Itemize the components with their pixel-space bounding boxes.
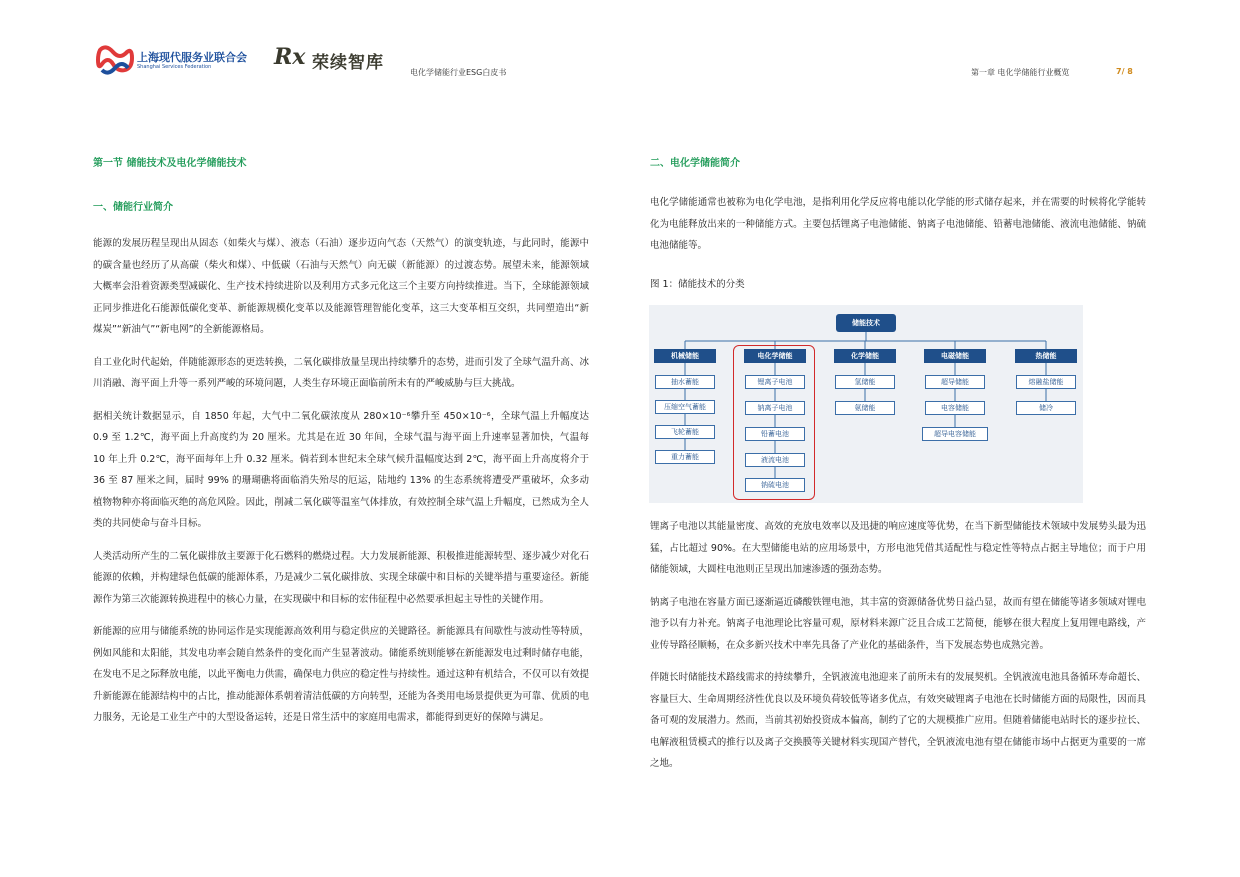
paragraph: 锂离子电池以其能量密度、高效的充放电效率以及迅捷的响应速度等优势，在当下新型储能技术领域中发展势头最为迅猛，占比超过 90%。在大型储能电站的应用场景中，方形电池凭借其适配性与稳定性等特点占据主导地位；而于户用储能领域，大圆柱电池则正呈现出加速渗透的强劲态势。 — [650, 521, 1146, 575]
subsection-title-electrochemical: 二、电化学储能简介 — [650, 158, 740, 169]
brand-name: 荣续智库 — [312, 53, 384, 73]
page-number: 7/ 8 — [1116, 67, 1133, 76]
node-lithium-ion: 锂离子电池 — [745, 375, 805, 389]
paragraph-intro: 电化学储能通常也被称为电化学电池，是指利用化学反应将电能以化学能的形式储存起来，并在需要的时候将化学能转化为电能释放出来的一种储能方式。主要包括锂离子电池储能、钠离子电池储能、铅蓄电池储能、液流电池储能、钠硫电池储能等。 — [650, 197, 1146, 251]
shanghai-services-federation-logo — [96, 44, 266, 78]
paragraph: 伴随长时储能技术路线需求的持续攀升，全钒液流电池迎来了前所未有的发展契机。全钒液流电池具备循环寿命超长、容量巨大、生命周期经济性优良以及环境负荷较低等诸多优点，有效突破锂离子电池在长时储能方面的局限性，因而具备可观的发展潜力。然而，当前其初始投资成本偏高，制约了它的大规模推广应用。但随着储能电站时长的逐步拉长、电解液租赁模式的推行以及离子交换膜等关键材料实现国产替代，全钒液流电池有望在储能市场中占据更为重要的一席之地。 — [650, 672, 1146, 769]
node-compressed-air: 压缩空气蓄能 — [655, 400, 715, 414]
node-lead-acid: 铅蓄电池 — [745, 427, 805, 441]
section-title: 第一节 储能技术及电化学储能技术 — [93, 158, 247, 169]
node-supercapacitor: 超导电容储能 — [922, 427, 988, 441]
node-cold-storage: 储冷 — [1016, 401, 1076, 415]
node-ammonia: 氨储能 — [835, 401, 895, 415]
page-header — [0, 0, 1240, 100]
category-electromagnetic: 电磁储能 — [924, 349, 986, 363]
category-electrochemical: 电化学储能 — [744, 349, 806, 363]
category-chemical: 化学储能 — [834, 349, 896, 363]
node-flywheel: 飞轮蓄能 — [655, 425, 715, 439]
figure-caption: 图 1：储能技术的分类 — [650, 278, 745, 290]
paragraph: 据相关统计数据显示，自 1850 年起，大气中二氧化碳浓度从 280×10⁻⁶攀升至 450×10⁻⁶，全球气温上升幅度达 0.9 至 1.2℃，海平面上升高度约为 20 厘米。尤其是在近 30 年间，全球气温与海平面上升速率显著加快，气温每 10 年上升 0.2℃，海平面每年上升 0.32 厘米。倘若到本世纪末全球气候升温幅度达到 2℃，海平面上升高度将介于 36 至 87 厘米之间，届时 99% 的珊瑚礁将面临消失殆尽的厄运，陆地约 13% 的生态系统将遭受严重破坏，众多动植物物种亦将面临灭绝的高危风险。因此，削减二氧化碳等温室气体排放，有效控制全球气温上升幅度，已然成为全人类的共同使命与奋斗目标。 — [93, 410, 589, 529]
node-pumped-hydro: 抽水蓄能 — [655, 375, 715, 389]
node-hydrogen: 氢储能 — [835, 375, 895, 389]
ssf-emblem-icon — [96, 44, 134, 76]
node-sodium-ion: 钠离子电池 — [745, 401, 805, 415]
category-mechanical: 机械储能 — [654, 349, 716, 363]
paragraph: 能源的发展历程呈现出从固态（如柴火与煤）、液态（石油）逐步迈向气态（天然气）的演变轨迹，与此同时，能源中的碳含量也经历了从高碳（柴火和煤）、中低碳（石油与天然气）向无碳（新能源）的过渡态势。展望未来，能源领域大概率会沿着资源类型减碳化、生产技术持续进阶以及利用方式多元化这三个主要方向持续推进。当下，全球能源领域正同步推进化石能源低碳化变革、新能源规模化变革以及能源管理智能化变革，这三大变革相互交织，共同塑造出“新煤炭”“新油气”“新电网”的全新能源格局。 — [93, 238, 589, 335]
org-name-en: Shanghai Services Federation — [137, 64, 212, 70]
rx-logo-mark: Rx — [274, 44, 306, 70]
node-molten-salt: 熔融盐储能 — [1016, 375, 1076, 389]
paragraph: 人类活动所产生的二氧化碳排放主要源于化石燃料的燃烧过程。大力发展新能源、积极推进能源转型、逐步减少对化石能源的依赖，并构建绿色低碳的能源体系，乃是减少二氧化碳排放、实现全球碳中和目标的关键举措与重要途径。新能源作为第三次能源转换进程中的核心力量，在实现碳中和目标的宏伟征程中必然要承担起主导性的关键作用。 — [93, 550, 589, 605]
right-column — [650, 156, 1146, 293]
node-gravity: 重力蓄能 — [655, 450, 715, 464]
node-superconducting: 超导储能 — [925, 375, 985, 389]
right-column-lower — [650, 516, 1146, 775]
paragraph: 钠离子电池在容量方面已逐渐逼近磷酸铁锂电池，其丰富的资源储备优势日益凸显，故而有望在储能等诸多领域对锂电池予以有力补充。钠离子电池理论比容量可观，原材料来源广泛且合成工艺简便，能够在很大程度上复用锂电路线，产业传导路径顺畅，在众多新兴技术中率先具备了产业化的基础条件，当下发展态势也成熟完善。 — [650, 596, 1146, 651]
document-title: 电化学储能行业ESG白皮书 — [410, 68, 507, 77]
subsection-title-storage-intro: 一、储能行业简介 — [93, 202, 173, 213]
node-sodium-sulfur: 钠硫电池 — [745, 478, 805, 492]
left-column — [93, 156, 589, 729]
diagram-root-node: 储能技术 — [836, 314, 896, 332]
node-flow-battery: 液流电池 — [745, 453, 805, 467]
org-name-cn: 上海现代服务业联合会 — [137, 51, 247, 64]
paragraph: 自工业化时代起始，伴随能源形态的更迭转换，二氧化碳排放量呈现出持续攀升的态势，进而引发了全球气温升高、冰川消融、海平面上升等一系列严峻的环境问题，人类生存环境正面临前所未有的严峻威胁与巨大挑战。 — [93, 356, 589, 389]
rongxu-think-tank-logo — [274, 44, 399, 76]
node-capacitor: 电容储能 — [925, 401, 985, 415]
electrochemical-highlight-frame — [733, 345, 815, 500]
category-thermal: 热储能 — [1015, 349, 1077, 363]
chapter-title: 第一章 电化学储能行业概览 — [971, 68, 1070, 77]
storage-technology-classification-diagram — [649, 305, 1083, 503]
paragraph: 新能源的应用与储能系统的协同运作是实现能源高效利用与稳定供应的关键路径。新能源具有间歇性与波动性等特质，例如风能和太阳能，其发电功率会随自然条件的变化而产生显著波动。储能系统则能够在新能源发电过剩时储存电能，在发电不足之际释放电能，以此平衡电力供需，确保电力供应的稳定性与持续性。通过这种有机结合，不仅可以有效提升新能源在能源结构中的占比，推动能源体系朝着清洁低碳的方向转型，还能为各类用电场景提供更为可靠、优质的电力服务，无论是工业生产中的大型设备运转，还是日常生活中的家庭用电需求，都能得到更好的保障与满足。 — [93, 626, 589, 723]
